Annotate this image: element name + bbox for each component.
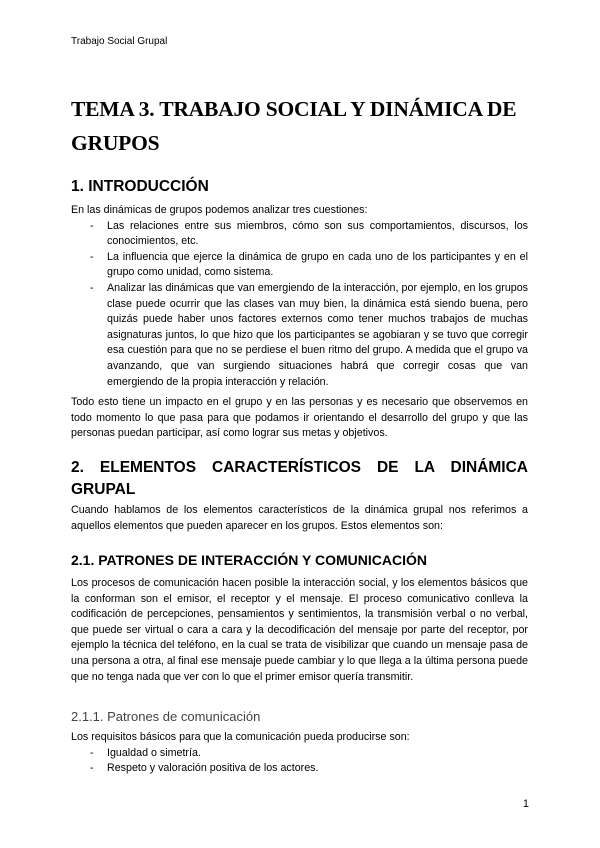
page-number: 1 [522, 798, 529, 810]
elementos-intro-paragraph: Cuando hablamos de los elementos característicos de la dinámica grupal nos referimos a aquellos elementos que pueden aparecer en los grupos. Estos elementos son: [71, 504, 528, 532]
subsection-heading-patrones-interaccion: 2.1. PATRONES DE INTERACCIÓN Y COMUNICACIÓN [71, 552, 428, 568]
requisitos-list [71, 746, 528, 777]
list-item: - La influencia que ejerce la dinámica de grupo en cada uno de los participantes y en el grupo como unidad, como sistema. [71, 250, 528, 281]
introduccion-intro-text: En las dinámicas de grupos podemos analizar tres cuestiones: [71, 204, 368, 216]
list-item: - Igualdad o simetría. [71, 746, 528, 762]
section-heading-elementos [71, 457, 528, 501]
patrones-comunicacion-intro: Los requisitos básicos para que la comunicación pueda producirse son: [71, 731, 410, 743]
patrones-comunicacion-block [71, 730, 528, 777]
section-heading-elementos-line1: 2. ELEMENTOS CARACTERÍSTICOS DE LA DINÁMICA [71, 459, 528, 476]
section-heading-introduccion: 1. INTRODUCCIÓN [71, 178, 209, 195]
list-item: - Analizar las dinámicas que van emergiendo de la interacción, por ejemplo, en los grupos clase puede ocurrir que las clases van muy bien, la dinámica está siendo buena, pero quizás puede haber unos factores externos como tener muchos trabajos de muchas asignaturas juntos, lo que hizo que los participantes se agobiaran y se tuvo que corregir esa cuestión para que no se perdiese el buen ritmo del grupo. A medida que el grupo va avanzando, que van surgiendo situaciones habrá que corregir cosas que van emergiendo de la propia interacción y relación. [71, 281, 528, 390]
section-heading-elementos-line2: GRUPAL [71, 481, 136, 498]
document-title: TEMA 3. TRABAJO SOCIAL Y DINÁMICA DE GRUPOS [71, 97, 517, 155]
list-item: - Las relaciones entre sus miembros, cómo son sus comportamientos, discursos, los conocimientos, etc. [71, 219, 528, 250]
patrones-interaccion-paragraph: Los procesos de comunicación hacen posible la interacción social, y los elementos básicos que la conforman son el emisor, el receptor y el mensaje. El proceso comunicativo conlleva la codificación de percepciones, pensamientos y sentimientos, la transmisión verbal o no verbal, que puede ser virtual o cara a cara y la decodificación del mensaje por parte del receptor, por ejemplo la técnica del teléfono, en la cual se trata de visibilizar que cuando un mensaje pasa de una persona a otra, al final ese mensaje puede cambiar y lo que llega a la última persona puede que no tenga nada que ver con lo que el primer emisor quería transmitir. [71, 577, 528, 683]
introduccion-block [71, 203, 528, 390]
list-item: - Respeto y valoración positiva de los actores. [71, 761, 528, 777]
introduccion-list [71, 219, 528, 391]
subsubsection-heading-patrones-comunicacion: 2.1.1. Patrones de comunicación [71, 709, 261, 724]
running-header: Trabajo Social Grupal [71, 36, 168, 47]
introduccion-closing-paragraph: Todo esto tiene un impacto en el grupo y en las personas y es necesario que observemos en todo momento lo que pasa para que podamos ir orientando el desarrollo del grupo y que las personas puedan participar, así como lograr sus metas y objetivos. [71, 396, 528, 440]
